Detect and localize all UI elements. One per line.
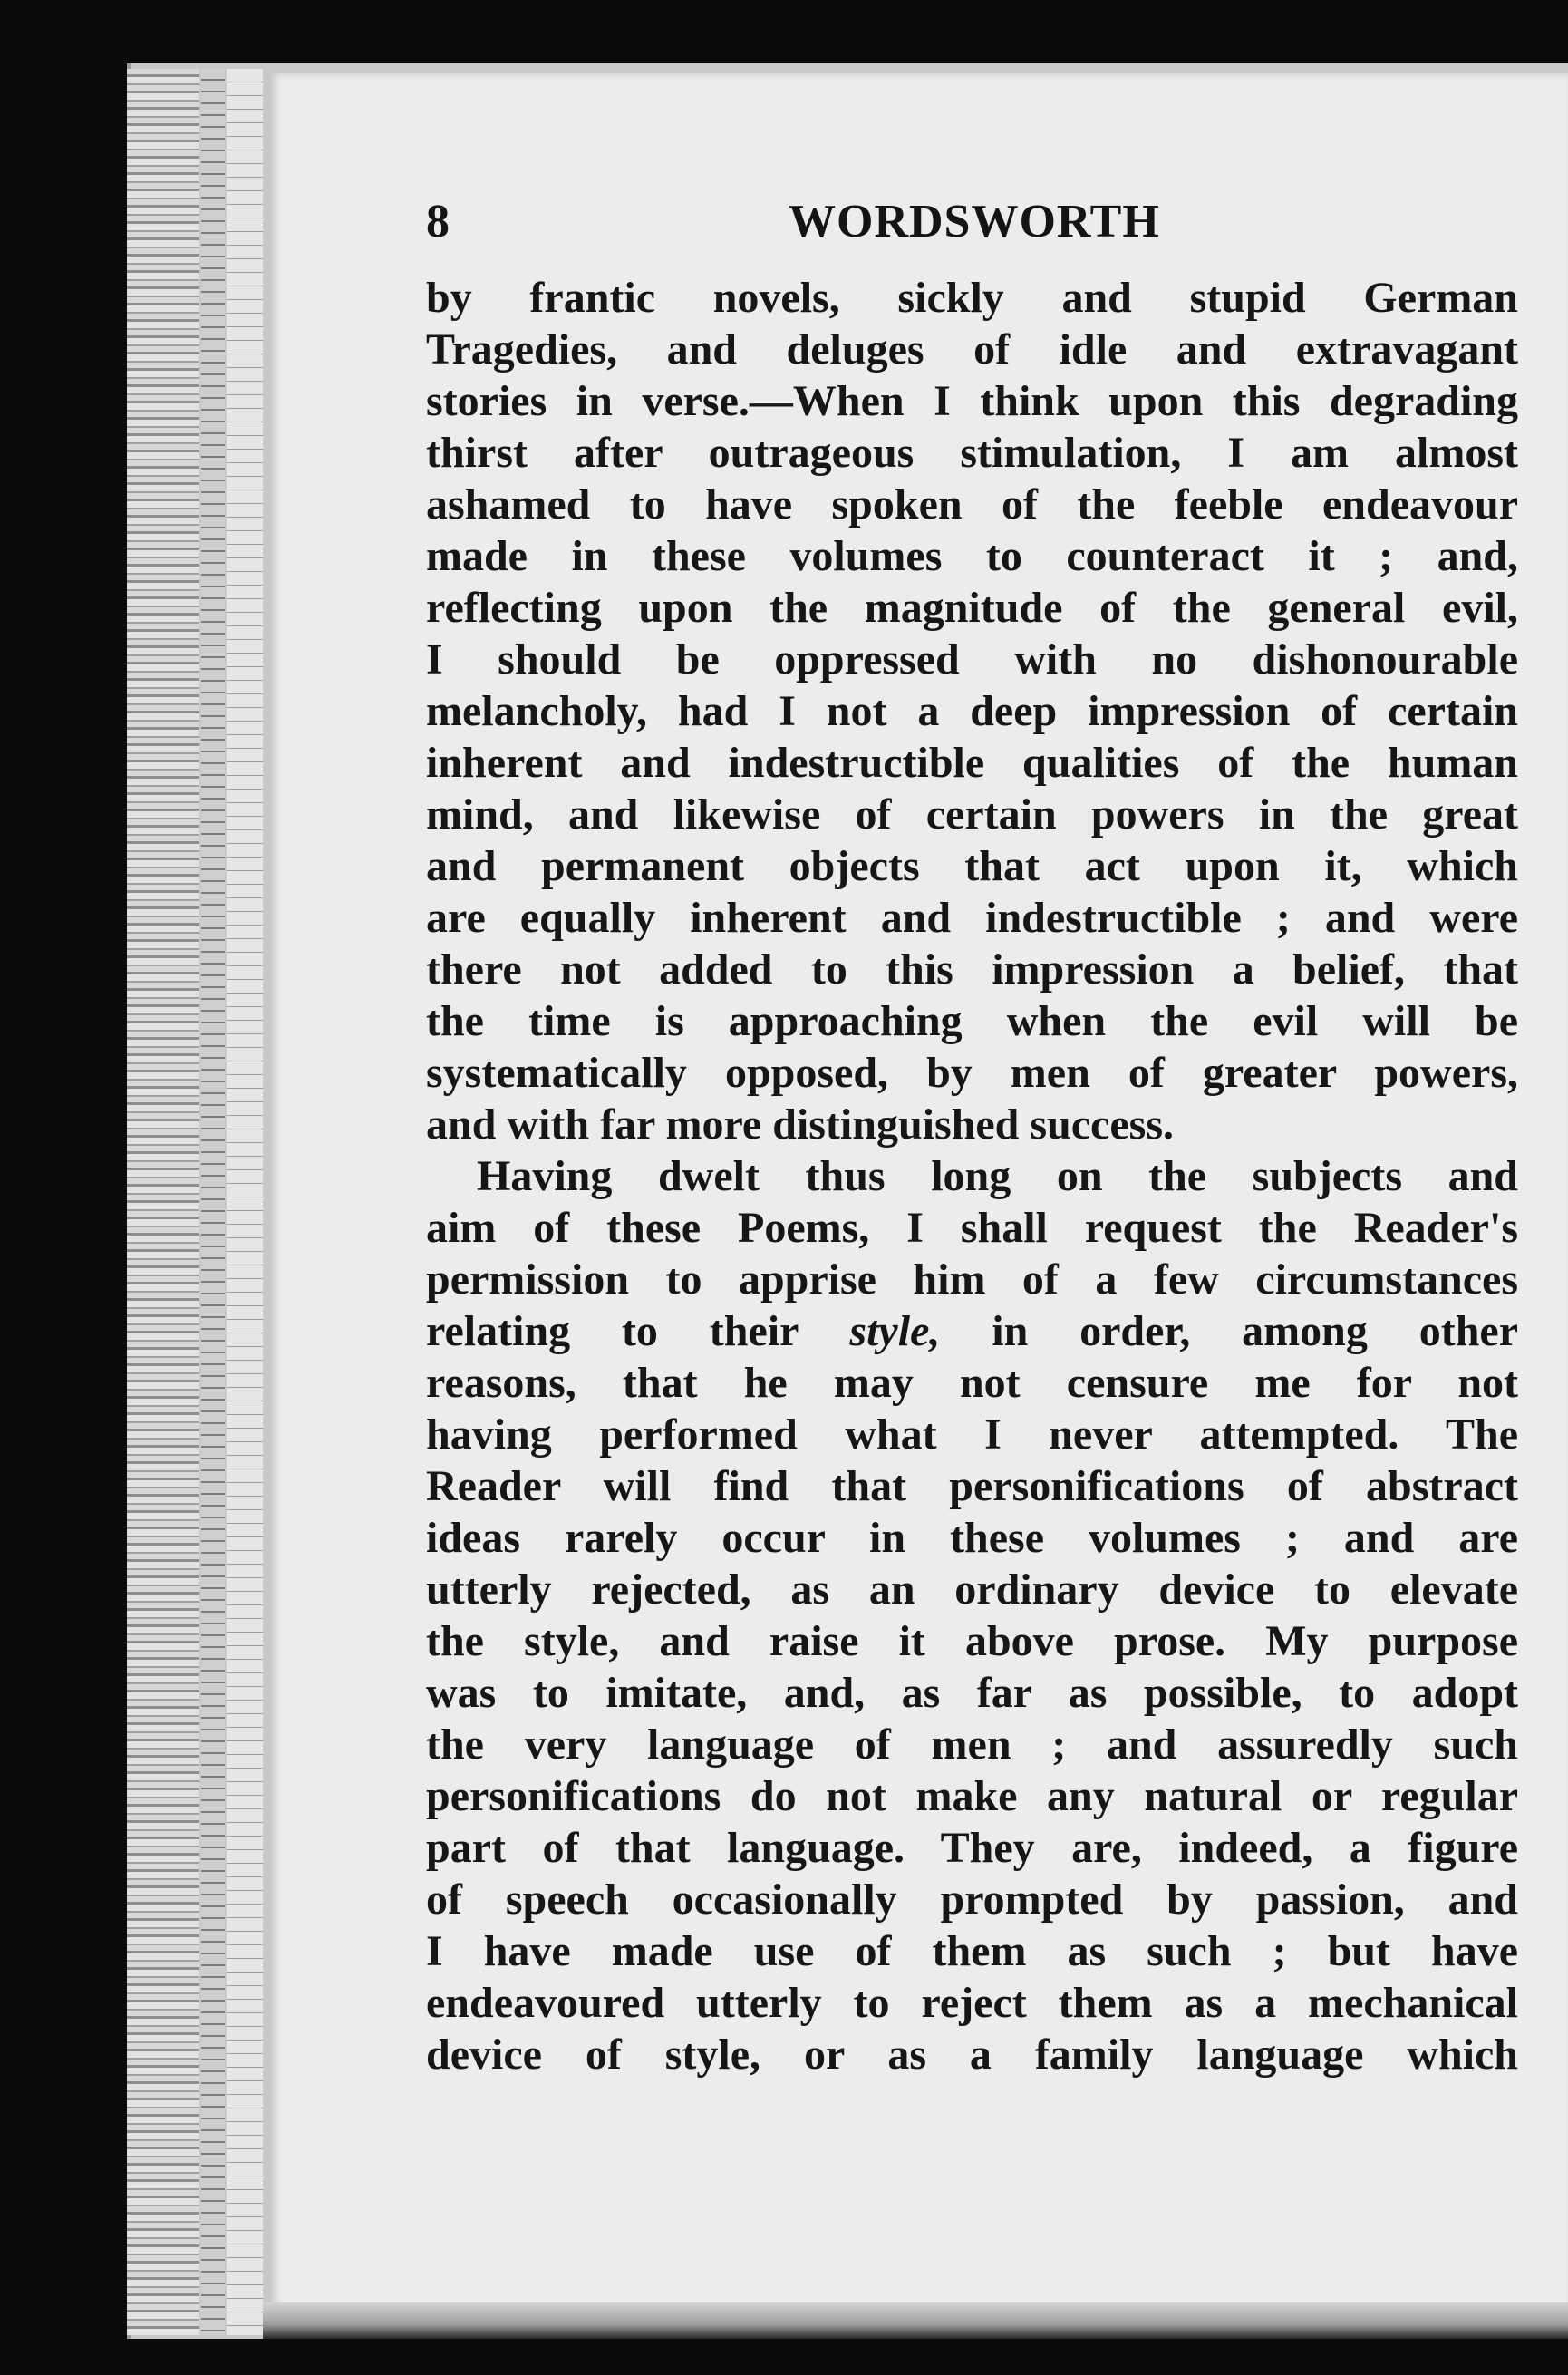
page-edges-inner bbox=[227, 69, 263, 2335]
text-line: device of style, or as a family language which bbox=[426, 2031, 1518, 2079]
text-line: systematically opposed, by men of greater powers, bbox=[426, 1049, 1518, 1097]
text-line: I have made use of them as such ; but have bbox=[426, 1927, 1518, 1975]
text-line: the style, and raise it above prose. My purpose bbox=[426, 1617, 1518, 1665]
text-line: thirst after outrageous stimulation, I am almost bbox=[426, 429, 1518, 477]
text-line: are equally inherent and indestructible ; and were bbox=[426, 894, 1518, 942]
body-text bbox=[426, 272, 1518, 2080]
page-bottom-edge bbox=[263, 2302, 1568, 2339]
page-number: 8 bbox=[426, 196, 450, 247]
text-line: Tragedies, and deluges of idle and extravagant bbox=[426, 325, 1518, 373]
page-header bbox=[426, 190, 1523, 254]
text-line: endeavoured utterly to reject them as a mechanical bbox=[426, 1979, 1518, 2027]
paragraph-end-line: and with far more distinguished success. bbox=[426, 1100, 1174, 1149]
text-line: reflecting upon the magnitude of the general evil, bbox=[426, 584, 1518, 632]
text-line: and permanent objects that act upon it, which bbox=[426, 842, 1518, 890]
text-segment: in order, among other bbox=[940, 1307, 1518, 1355]
text-line: the time is approaching when the evil will be bbox=[426, 997, 1518, 1045]
text-line: there not added to this impression a belief, that bbox=[426, 945, 1518, 994]
text-line: by frantic novels, sickly and stupid German bbox=[426, 274, 1518, 322]
text-line: utterly rejected, as an ordinary device to elevate bbox=[426, 1566, 1518, 1614]
italic-word: style, bbox=[849, 1307, 941, 1355]
text-line: personifications do not make any natural or regular bbox=[426, 1772, 1518, 1820]
text-line: having performed what I never attempted. The bbox=[426, 1410, 1518, 1459]
text-line: the very language of men ; and assuredly such bbox=[426, 1721, 1518, 1769]
running-head: WORDSWORTH bbox=[789, 196, 1160, 247]
text-line: ideas rarely occur in these volumes ; and are bbox=[426, 1514, 1518, 1562]
text-line: ashamed to have spoken of the feeble endeavour bbox=[426, 480, 1518, 528]
text-line: made in these volumes to counteract it ; and, bbox=[426, 532, 1518, 580]
text-line-with-italic bbox=[426, 1305, 1518, 1357]
text-line: inherent and indestructible qualities of the human bbox=[426, 739, 1518, 787]
text-line: melancholy, had I not a deep impression of certain bbox=[426, 687, 1518, 735]
text-line: aim of these Poems, I shall request the Reader's bbox=[426, 1204, 1518, 1252]
paragraph-start-line: Having dwelt thus long on the subjects and bbox=[477, 1152, 1518, 1200]
text-line: part of that language. They are, indeed, a figure bbox=[426, 1824, 1518, 1872]
text-line: of speech occasionally prompted by passion, and bbox=[426, 1876, 1518, 1924]
text-line: was to imitate, and, as far as possible, to adopt bbox=[426, 1669, 1518, 1717]
text-segment: relating to their bbox=[426, 1307, 850, 1355]
text-line: permission to apprise him of a few circumstances bbox=[426, 1255, 1518, 1304]
page-edges-middle bbox=[201, 69, 225, 2335]
text-line: Reader will find that personifications of abstract bbox=[426, 1462, 1518, 1510]
text-line: mind, and likewise of certain powers in the great bbox=[426, 790, 1518, 839]
page-edges-left bbox=[127, 69, 199, 2335]
text-line: I should be oppressed with no dishonourable bbox=[426, 635, 1518, 683]
text-line: stories in verse.—When I think upon this degrading bbox=[426, 377, 1518, 425]
text-line: reasons, that he may not censure me for not bbox=[426, 1359, 1518, 1407]
